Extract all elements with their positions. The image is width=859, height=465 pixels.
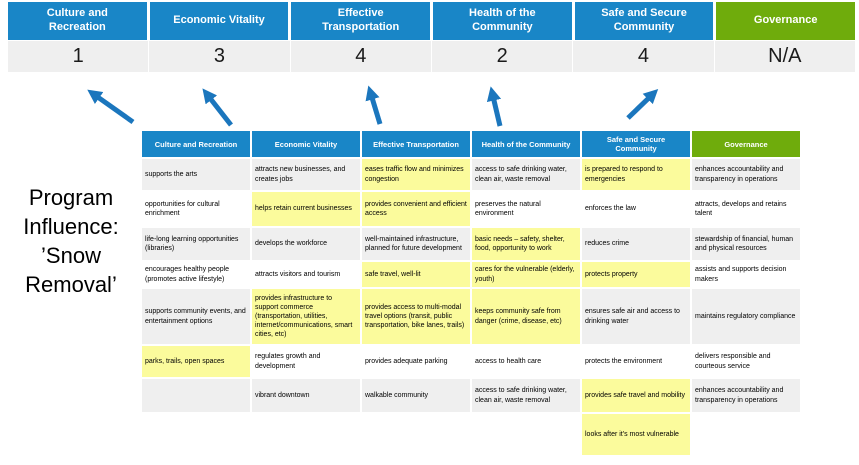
matrix-cell-r5-c1: regulates growth and development — [251, 345, 361, 378]
matrix-row-4 — [141, 288, 801, 345]
matrix-col-header-1: Economic Vitality — [251, 130, 361, 158]
matrix-cell-r6-c3: access to safe drinking water, clean air, waste removal — [471, 378, 581, 413]
matrix-row-7 — [141, 413, 801, 456]
matrix-cell-r5-c3: access to health care — [471, 345, 581, 378]
matrix-cell-r1-c1: helps retain current businesses — [251, 191, 361, 227]
matrix-row-5 — [141, 345, 801, 378]
matrix-cell-r4-c1: provides infrastructure to support commerce (transportation, utilities, internet/communications, smart cities, etc) — [251, 288, 361, 345]
priority-score-4: 4 — [573, 41, 713, 72]
matrix-cell-r2-c2: well-maintained infrastructure, planned for future development — [361, 227, 471, 261]
matrix-cell-r2-c4: reduces crime — [581, 227, 691, 261]
priority-score-3: 2 — [432, 41, 572, 72]
priority-score-2: 4 — [291, 41, 431, 72]
matrix-cell-r6-c4: provides safe travel and mobility — [581, 378, 691, 413]
matrix-cell-r2-c5: stewardship of financial, human and physical resources — [691, 227, 801, 261]
matrix-cell-r5-c4: protects the environment — [581, 345, 691, 378]
matrix-col-header-0: Culture and Recreation — [141, 130, 251, 158]
score-row — [8, 41, 855, 72]
matrix-row-2 — [141, 227, 801, 261]
priority-header-5: Governance — [716, 2, 855, 40]
matrix-cell-r2-c0: life-long learning opportunities (libraries) — [141, 227, 251, 261]
priority-header-1: Economic Vitality — [150, 2, 289, 40]
matrix-cell-r1-c3: preserves the natural environment — [471, 191, 581, 227]
matrix-cell-r4-c5: maintains regulatory compliance — [691, 288, 801, 345]
matrix-cell-r0-c1: attracts new businesses, and creates jobs — [251, 158, 361, 191]
matrix-cell-r3-c2: safe travel, well-lit — [361, 261, 471, 288]
priority-header-2: Effective Transportation — [291, 2, 430, 40]
arrow-culture-recreation — [92, 93, 133, 122]
matrix-cell-r7-c3 — [471, 413, 581, 456]
matrix-cell-r0-c5: enhances accountability and transparency in operations — [691, 158, 801, 191]
arrow-safe-secure — [628, 93, 654, 118]
matrix-cell-r4-c2: provides access to multi-modal travel options (transit, public transportation, bike lanes, trails) — [361, 288, 471, 345]
priority-score-5: N/A — [715, 41, 855, 72]
arrow-economic-vitality — [206, 93, 231, 125]
matrix-cell-r1-c0: opportunities for cultural enrichment — [141, 191, 251, 227]
matrix-cell-r6-c0 — [141, 378, 251, 413]
matrix-cell-r5-c2: provides adequate parking — [361, 345, 471, 378]
matrix-cell-r3-c4: protects property — [581, 261, 691, 288]
program-influence-caption: Program Influence: ’Snow Removal’ — [23, 185, 119, 298]
influence-matrix — [140, 129, 802, 457]
matrix-row-0 — [141, 158, 801, 191]
matrix-cell-r2-c1: develops the workforce — [251, 227, 361, 261]
matrix-cell-r5-c5: delivers responsible and courteous service — [691, 345, 801, 378]
priority-banner — [8, 2, 855, 40]
priority-score-0: 1 — [8, 41, 148, 72]
matrix-cell-r3-c1: attracts visitors and tourism — [251, 261, 361, 288]
arrow-health-community — [492, 92, 500, 126]
matrix-col-header-3: Health of the Community — [471, 130, 581, 158]
priority-score-1: 3 — [149, 41, 289, 72]
matrix-cell-r7-c1 — [251, 413, 361, 456]
matrix-cell-r4-c0: supports community events, and entertainment options — [141, 288, 251, 345]
matrix-cell-r2-c3: basic needs – safety, shelter, food, opportunity to work — [471, 227, 581, 261]
priority-header-3: Health of the Community — [433, 2, 572, 40]
matrix-header-row — [141, 130, 801, 158]
matrix-row-1 — [141, 191, 801, 227]
matrix-col-header-2: Effective Transportation — [361, 130, 471, 158]
matrix-cell-r0-c3: access to safe drinking water, clean air, waste removal — [471, 158, 581, 191]
matrix-cell-r7-c2 — [361, 413, 471, 456]
matrix-cell-r6-c1: vibrant downtown — [251, 378, 361, 413]
matrix-row-6 — [141, 378, 801, 413]
matrix-cell-r0-c2: eases traffic flow and minimizes congestion — [361, 158, 471, 191]
matrix-cell-r7-c5 — [691, 413, 801, 456]
matrix-cell-r7-c0 — [141, 413, 251, 456]
matrix-col-header-4: Safe and Secure Community — [581, 130, 691, 158]
arrow-effective-transportation — [370, 91, 380, 124]
matrix-col-header-5: Governance — [691, 130, 801, 158]
matrix-cell-r5-c0: parks, trails, open spaces — [141, 345, 251, 378]
priority-header-4: Safe and Secure Community — [575, 2, 714, 40]
matrix-cell-r6-c5: enhances accountability and transparency in operations — [691, 378, 801, 413]
matrix-cell-r0-c4: is prepared to respond to emergencies — [581, 158, 691, 191]
matrix-cell-r1-c4: enforces the law — [581, 191, 691, 227]
matrix-cell-r4-c4: ensures safe air and access to drinking water — [581, 288, 691, 345]
matrix-cell-r3-c3: cares for the vulnerable (elderly, youth) — [471, 261, 581, 288]
matrix-cell-r7-c4: looks after it's most vulnerable — [581, 413, 691, 456]
matrix-cell-r3-c0: encourages healthy people (promotes active lifestyle) — [141, 261, 251, 288]
matrix-cell-r1-c2: provides convenient and efficient access — [361, 191, 471, 227]
matrix-row-3 — [141, 261, 801, 288]
matrix-cell-r3-c5: assists and supports decision makers — [691, 261, 801, 288]
matrix-cell-r1-c5: attracts, develops and retains talent — [691, 191, 801, 227]
matrix-cell-r0-c0: supports the arts — [141, 158, 251, 191]
matrix-cell-r4-c3: keeps community safe from danger (crime, disease, etc) — [471, 288, 581, 345]
matrix-cell-r6-c2: walkable community — [361, 378, 471, 413]
priority-header-0: Culture and Recreation — [8, 2, 147, 40]
